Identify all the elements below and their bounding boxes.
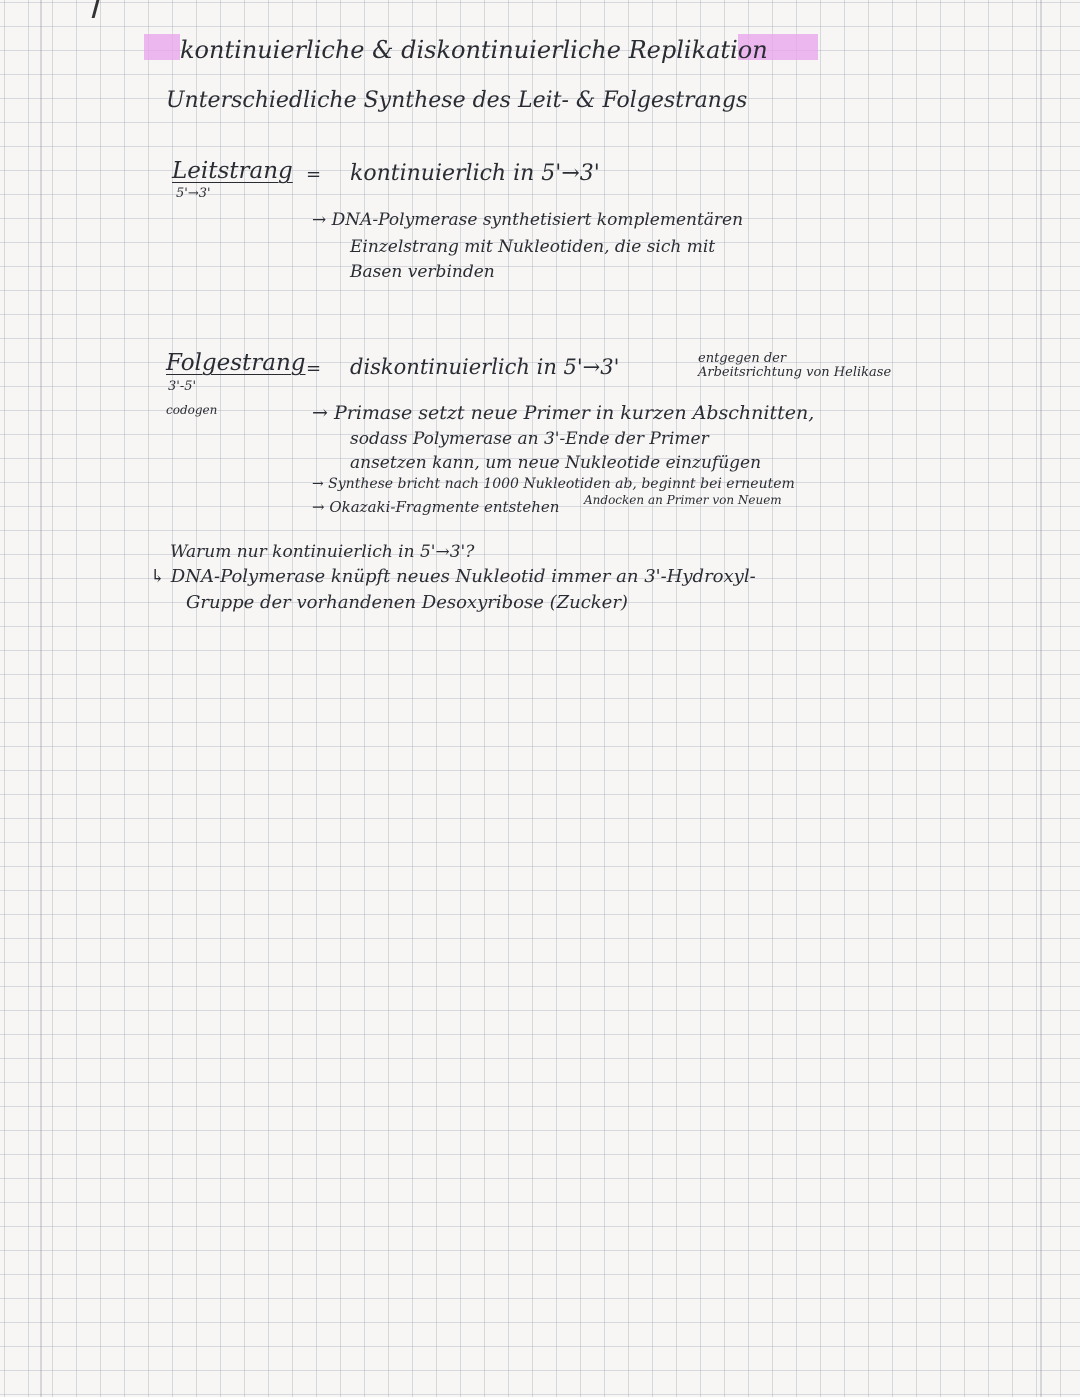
answer-line2: Gruppe der vorhandenen Desoxyribose (Zucker) (186, 592, 628, 613)
leitstrang-direction: 5'→3' (176, 186, 211, 201)
leitstrang-note-line2: Einzelstrang mit Nukleotiden, die sich mit (350, 237, 716, 257)
page-title: kontinuierliche & diskontinuierliche Replikation (180, 36, 768, 64)
folgestrang-definition: diskontinuierlich in 5'→3' (350, 355, 620, 379)
pen-mark (92, 0, 100, 18)
okazaki-line: → Okazaki-Fragmente entstehen (312, 498, 560, 516)
synthesis-line2: Andocken an Primer von Neuem (584, 493, 782, 507)
folgestrang-direction: 3'-5' (168, 379, 197, 394)
folgestrang-term: Folgestrang (166, 350, 306, 376)
question-text: Warum nur kontinuierlich in 5'→3'? (170, 542, 475, 562)
leitstrang-note-line3: Basen verbinden (350, 262, 495, 282)
leitstrang-note-line1: → DNA-Polymerase synthetisiert komplementären (312, 210, 744, 230)
synthesis-line1: → Synthese bricht nach 1000 Nukleotiden ab, beginnt bei erneutem (312, 476, 795, 492)
page-edge-right (1040, 0, 1042, 1397)
leitstrang-definition: kontinuierlich in 5'→3' (350, 161, 600, 186)
folgestrang-side-note-2: Arbeitsrichtung von Helikase (698, 365, 892, 380)
primase-line1: → Primase setzt neue Primer in kurzen Abschnitten, (312, 402, 815, 424)
page-subtitle: Unterschiedliche Synthese des Leit- & Folgestrangs (166, 88, 748, 113)
page-edge-left (40, 0, 42, 1397)
primase-line2: sodass Polymerase an 3'-Ende der Primer (350, 429, 709, 449)
leitstrang-term: Leitstrang (172, 158, 293, 184)
folgestrang-alt-name: codogen (166, 403, 218, 417)
folgestrang-side-note-1: entgegen der (698, 351, 787, 366)
leitstrang-equals: = (306, 164, 322, 185)
answer-line1: ↳ DNA-Polymerase knüpft neues Nukleotid immer an 3'-Hydroxyl- (150, 566, 756, 587)
folgestrang-equals: = (306, 358, 322, 379)
title-highlight-left (144, 34, 180, 60)
primase-line3: ansetzen kann, um neue Nukleotide einzufügen (350, 453, 762, 473)
